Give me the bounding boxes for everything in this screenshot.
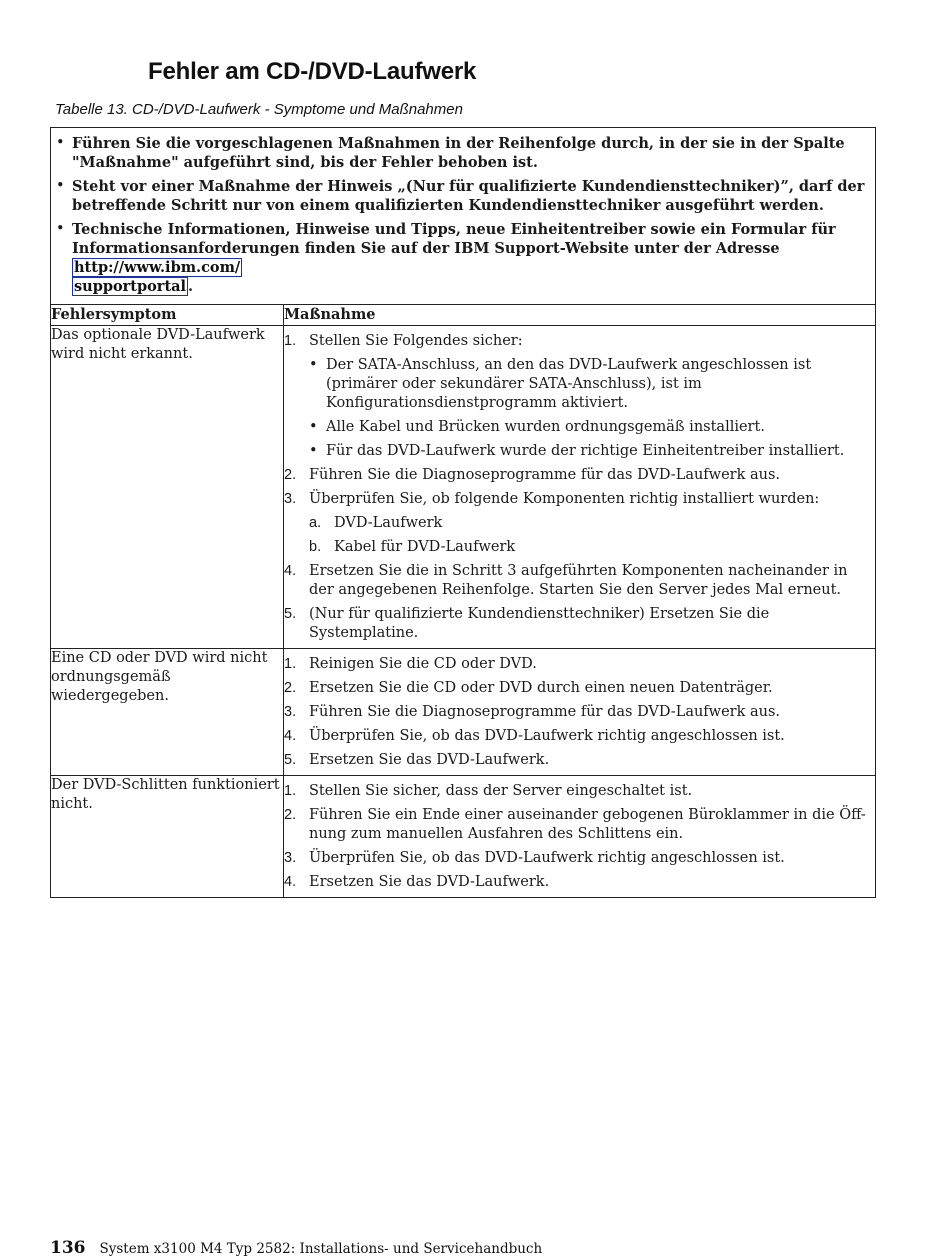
action-step — [284, 727, 875, 746]
step-text: Überprüfen Sie, ob das DVD-Laufwerk richtig angeschlossen ist. — [309, 728, 785, 744]
step-number: 1. — [284, 333, 297, 349]
action-step — [284, 806, 875, 844]
step-text: (Nur für qualifizierte Kundendiensttechniker) Ersetzen Sie die Systemplatine. — [309, 606, 770, 641]
note-text: Steht vor einer Maßnahme der Hinweis „(Nur für qualifizierte Kundendiensttechniker)”, darf der betreffende Schritt nur von einem qualifizierten Kundendiensttechniker ausgeführt werden. — [72, 178, 865, 214]
action-step — [284, 466, 875, 485]
support-link[interactable]: supportportal — [74, 278, 187, 295]
note-item — [55, 177, 867, 215]
symptom-cell: Der DVD-Schlitten funktioniert nicht. — [51, 776, 284, 898]
sub-item — [309, 538, 875, 557]
step-number: 3. — [284, 850, 297, 866]
table-row — [51, 649, 876, 776]
action-step — [284, 655, 875, 674]
symptom-cell: Eine CD oder DVD wird nicht ordnungsgemäß wiedergegeben. — [51, 649, 284, 776]
note-item — [55, 220, 867, 296]
sub-item-marker: a. — [309, 515, 322, 531]
sub-bullet-text: Alle Kabel und Brücken wurden ordnungsgemäß installiert. — [326, 419, 765, 435]
table-caption: Tabelle 13. CD-/DVD-Laufwerk - Symptome und Maßnahmen — [55, 101, 463, 118]
table-row — [51, 326, 876, 649]
note-text-body: Technische Informationen, Hinweise und Tipps, neue Einheitentreiber sowie ein Formular für Informationsanforderungen finden Sie auf der IBM Support-Website unter der Adresse — [72, 221, 836, 257]
footer-title: System x3100 M4 Typ 2582: Installations- und Servicehandbuch — [99, 1241, 543, 1257]
step-number: 2. — [284, 680, 297, 696]
step-number: 3. — [284, 491, 297, 507]
action-cell — [284, 649, 876, 776]
action-step — [284, 490, 875, 557]
step-text: Stellen Sie Folgendes sicher: — [309, 333, 523, 349]
bullet-icon: • — [56, 135, 65, 151]
sub-item-marker: b. — [309, 539, 322, 555]
step-number: 5. — [284, 606, 297, 622]
action-steps — [284, 332, 875, 643]
notes-row — [51, 128, 876, 305]
sub-item — [309, 514, 875, 533]
action-step — [284, 873, 875, 892]
step-number: 4. — [284, 874, 297, 890]
sub-item-text: DVD-Laufwerk — [334, 515, 443, 531]
step-text: Führen Sie die Diagnoseprogramme für das DVD-Laufwerk aus. — [309, 467, 781, 483]
action-step — [284, 605, 875, 643]
symptom-cell: Das optionale DVD-Laufwerk wird nicht erkannt. — [51, 326, 284, 649]
action-cell — [284, 776, 876, 898]
action-step — [284, 849, 875, 868]
sub-item-text: Kabel für DVD-Laufwerk — [334, 539, 516, 555]
step-text: Stellen Sie sicher, dass der Server eingeschaltet ist. — [309, 783, 693, 799]
action-step — [284, 332, 875, 461]
header-row — [51, 305, 876, 326]
step-text: Überprüfen Sie, ob das DVD-Laufwerk richtig angeschlossen ist. — [309, 850, 785, 866]
note-text-end: . — [188, 278, 194, 295]
step-number: 4. — [284, 728, 297, 744]
step-text: Überprüfen Sie, ob folgende Komponenten richtig installiert wurden: — [309, 491, 820, 507]
step-text: Führen Sie ein Ende einer auseinander gebogenen Büroklammer in die Öff-nung zum manuellen Ausfahren des Schlittens ein. — [309, 807, 866, 842]
note-text: Führen Sie die vorgeschlagenen Maßnahmen in der Reihenfolge durch, in der sie in der Spalte "Maßnahme" aufgeführt sind, bis der Fehler behoben ist. — [72, 135, 845, 171]
action-steps — [284, 655, 875, 770]
bullet-icon: • — [309, 357, 318, 373]
note-item — [55, 134, 867, 172]
action-step — [284, 679, 875, 698]
step-number: 4. — [284, 563, 297, 579]
step-number: 5. — [284, 752, 297, 768]
step-text: Ersetzen Sie das DVD-Laufwerk. — [309, 752, 550, 768]
sub-bullet — [309, 442, 875, 461]
step-number: 1. — [284, 656, 297, 672]
notes-cell — [51, 128, 876, 305]
note-text — [72, 220, 867, 296]
step-text: Führen Sie die Diagnoseprogramme für das DVD-Laufwerk aus. — [309, 704, 781, 720]
bullet-icon: • — [56, 221, 65, 237]
action-step — [284, 562, 875, 600]
step-number: 2. — [284, 807, 297, 823]
action-step — [284, 782, 875, 801]
step-number: 3. — [284, 704, 297, 720]
step-text: Ersetzen Sie die in Schritt 3 aufgeführten Komponenten nacheinander in der angegebenen Reihenfolge. Starten Sie den Server jedes Mal erneut. — [309, 563, 848, 598]
sub-bullet — [309, 418, 875, 437]
bullet-icon: • — [309, 443, 318, 459]
action-steps — [284, 782, 875, 892]
sub-bullet-text: Der SATA-Anschluss, an den das DVD-Laufwerk angeschlossen ist (primärer oder sekundärer SATA-Anschluss), ist im Konfigurationsdienstprogramm aktiviert. — [326, 357, 812, 411]
page-heading: Fehler am CD-/DVD-Laufwerk — [148, 58, 477, 85]
action-cell — [284, 326, 876, 649]
sub-bullet-text: Für das DVD-Laufwerk wurde der richtige Einheitentreiber installiert. — [326, 443, 845, 459]
column-header-symptom: Fehlersymptom — [51, 305, 284, 326]
bullet-icon: • — [56, 178, 65, 194]
step-text: Ersetzen Sie das DVD-Laufwerk. — [309, 874, 550, 890]
step-text: Ersetzen Sie die CD oder DVD durch einen neuen Datenträger. — [309, 680, 773, 696]
column-header-action: Maßnahme — [284, 305, 876, 326]
support-link[interactable]: http://www.ibm.com/ — [74, 259, 241, 276]
table-row — [51, 776, 876, 898]
action-step — [284, 751, 875, 770]
symptom-action-table — [50, 127, 876, 898]
bullet-icon: • — [309, 419, 318, 435]
step-number: 1. — [284, 783, 297, 799]
sub-bullet — [309, 356, 875, 413]
step-number: 2. — [284, 467, 297, 483]
page-footer — [50, 1238, 542, 1258]
page-number: 136 — [50, 1238, 86, 1258]
action-step — [284, 703, 875, 722]
step-text: Reinigen Sie die CD oder DVD. — [309, 656, 537, 672]
